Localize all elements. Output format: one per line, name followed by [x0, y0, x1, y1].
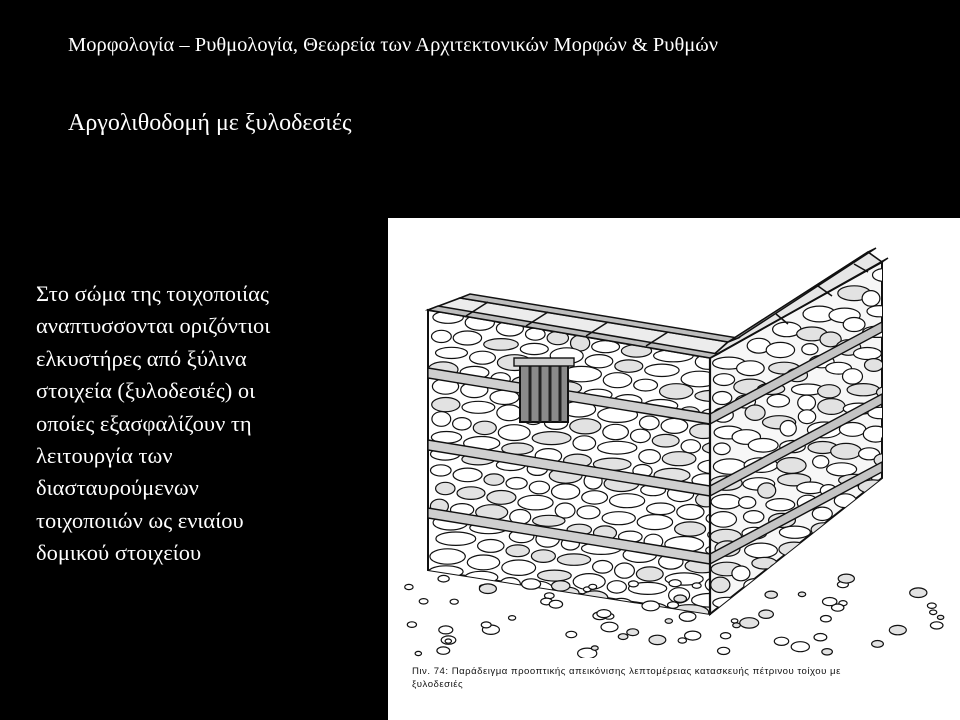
body-line: Στο σώμα της τοιχοποιίας [36, 281, 269, 306]
caption-line: ξυλοδεσιές [412, 679, 464, 690]
body-line: λειτουργία των [36, 443, 173, 469]
body-line: δομικού στοιχείου [36, 540, 202, 566]
header-title: Μορφολογία – Ρυθμολογία, Θεωρεία των Αρχιτεκτονικών Μορφών & Ρυθμών [68, 34, 719, 56]
body-line: οποίες εξασφαλίζουν τη [36, 410, 252, 436]
stone-wall-drawing [388, 218, 960, 658]
body-line: διασταυρούμενων [36, 475, 199, 501]
body-line: τοιχοποιιών ως ενιαίου [36, 507, 244, 533]
slide-subtitle: Αργολιθοδομή με ξυλοδεσιές [68, 110, 352, 136]
window-opening [514, 358, 574, 422]
figure-caption [412, 665, 952, 691]
body-line: στοιχεία (ξυλοδεσιές) οι [36, 378, 256, 404]
body-line: ελκυστήρες από ξύλινα [36, 345, 247, 371]
body-text [36, 278, 396, 570]
caption-line: Πιν. 74: Παράδειγμα προοπτικής απεικόνισης λεπτομέρειας κατασκευής πέτρινου τοίχου με [412, 666, 841, 677]
wall-illustration-figure [388, 218, 960, 720]
right-wall-stones [710, 269, 916, 658]
ground-rubble [405, 574, 944, 658]
body-line: αναπτυσσονται οριζόντιοι [36, 313, 271, 339]
